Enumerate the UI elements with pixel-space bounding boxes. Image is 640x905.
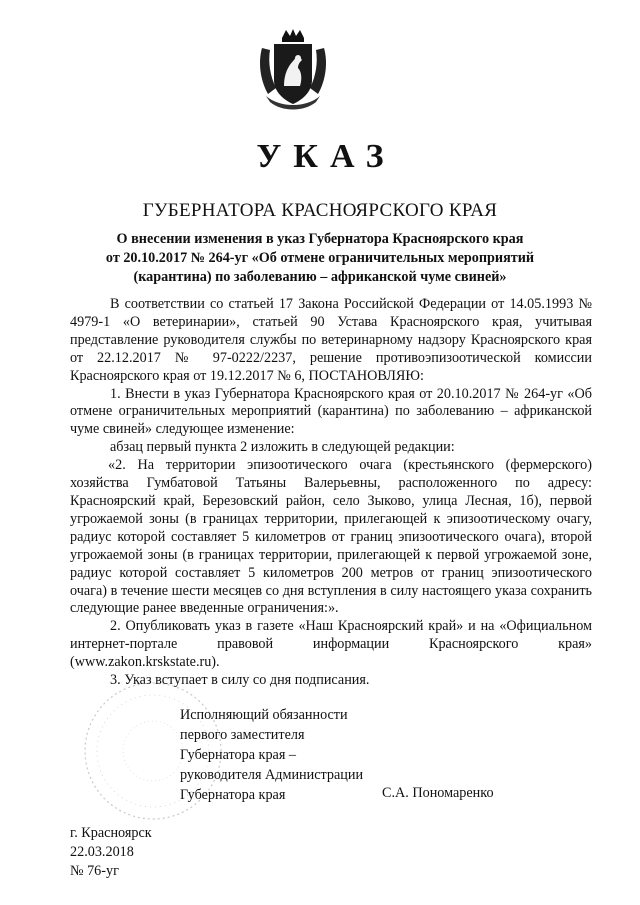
- signatory-name: С.А. Пономаренко: [382, 785, 494, 801]
- signatory-title-line: Исполняющий обязанности: [180, 707, 348, 723]
- signatory-title-line: руководителя Администрации: [180, 767, 364, 783]
- signatory-title-line: Губернатора края: [180, 787, 286, 803]
- signatory-title-line: Губернатора края –: [180, 747, 297, 763]
- amended-text-paragraph: «2. На территории эпизоотического очага (крестьянского (фермерского) хозяйства Гумбатовой Татьяны Валерьевны, расположенного по адресу: Красноярский край, Березовский район, село Зыково, улица Лесная, 1б), первой угрожаемой зоны (в границах территории, прилегающей к эпизоотическому очагу, радиус которой составляет 5 километров от границ эпизоотического очага), второй угрожаемой зоны (в границах территории, прилегающей к первой угрожаемой зоне, радиус которой составляет 5 километров 200 метров от границ эпизоотического очага) в течение шести месяцев со дня вступления в силу настоящего указа сохранить следующие ранее введенные ограничения:».: [70, 457, 592, 617]
- preamble-paragraph: В соответствии со статьей 17 Закона Российской Федерации от 14.05.1993 № 4979-1 «О ветеринарии», статьей 90 Устава Красноярского края, учитывая представление руководителя службы по ветеринарному надзору Красноярского края от 22.12.2017 № 97-0222/2237, решение противоэпизоотической комиссии Красноярского края от 19.12.2017 № 6, ПОСТАНОВЛЯЮ:: [70, 296, 592, 384]
- clause-2-paragraph: 2. Опубликовать указ в газете «Наш Красноярский край» и на «Официальном интернет-портале правовой информации Красноярского края» (www.zakon.krskstate.ru).: [70, 618, 592, 671]
- clause-1-paragraph: 1. Внести в указ Губернатора Красноярского края от 20.10.2017 № 264-уг «Об отмене ограничительных мероприятий (карантина) по заболеванию – африканской чуме свиней» следующее изменение:: [70, 385, 592, 438]
- subject-line: (карантина) по заболеванию – африканской чуме свиней»: [133, 269, 507, 285]
- decree-footer: [70, 824, 152, 881]
- amendment-intro-paragraph: абзац первый пункта 2 изложить в следующей редакции:: [110, 439, 455, 456]
- decree-body: [70, 296, 592, 690]
- footer-date: 22.03.2018: [70, 844, 134, 860]
- footer-city: г. Красноярск: [70, 825, 152, 841]
- krasnoyarsk-coat-of-arms-icon: [256, 28, 330, 112]
- subject-line: О внесении изменения в указ Губернатора Красноярского края: [116, 231, 524, 247]
- footer-number: № 76-уг: [70, 863, 119, 879]
- decree-subject: [80, 230, 560, 287]
- signatory-title-line: первого заместителя: [180, 727, 305, 743]
- signature-block: [180, 705, 363, 805]
- decree-title: УКАЗ: [256, 138, 396, 175]
- subject-line: от 20.10.2017 № 264-уг «Об отмене ограничительных мероприятий: [105, 250, 535, 266]
- issuer-heading: ГУБЕРНАТОРА КРАСНОЯРСКОГО КРАЯ: [142, 200, 498, 221]
- clause-3-paragraph: 3. Указ вступает в силу со дня подписания.: [110, 672, 370, 689]
